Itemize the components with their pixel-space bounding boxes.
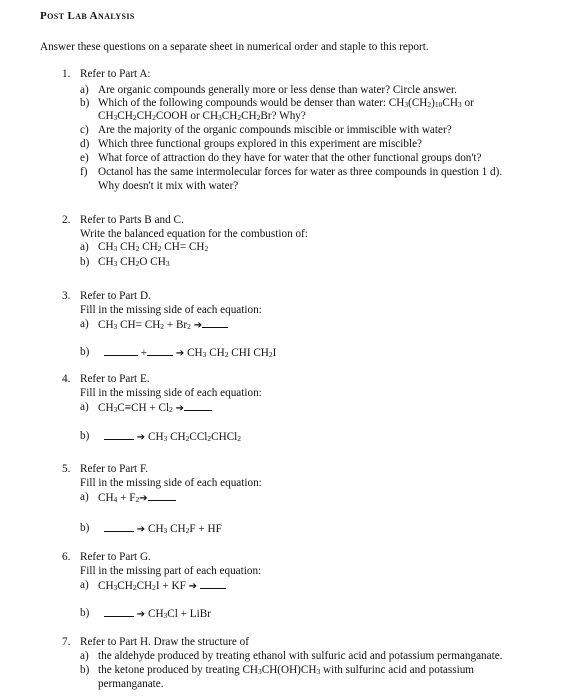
item-label: b): [80, 346, 90, 358]
item-label: e): [80, 152, 89, 164]
answer-blank: [147, 346, 173, 356]
item-label: b): [80, 522, 90, 534]
question-heading: Refer to Part E.: [80, 373, 150, 385]
question-number: 3.: [62, 290, 71, 302]
item-label: a): [80, 84, 89, 96]
equation: $CH_3C\equiv CH + Cl_2$ ➔: [98, 401, 212, 414]
item-text: Octanol has the same intermolecular forces for water as three compounds in question 1 d).: [98, 166, 503, 178]
question-heading: Refer to Part D.: [80, 290, 151, 302]
item-text-continued: Why doesn't it mix with water?: [98, 180, 239, 192]
question-instruction: Fill in the missing side of each equation:: [80, 304, 262, 316]
item-label: b): [80, 607, 90, 619]
answer-blank: [184, 401, 212, 411]
instructions: Answer these questions on a separate sheet in numerical order and staple to this report.: [40, 41, 429, 53]
answer-blank: [200, 579, 226, 589]
question-number: 4.: [62, 373, 71, 385]
page-title: Post Lab Analysis: [40, 10, 135, 22]
equation: $CH_3$ $CH= CH_2 + Br_2$ ➔: [98, 318, 228, 331]
answer-blank: [104, 607, 134, 617]
question-number: 5.: [62, 463, 71, 475]
arrow-icon: ➔: [175, 403, 185, 414]
equation: $CH_4$ + $F_2➔$: [98, 491, 176, 504]
arrow-icon: ➔: [139, 493, 148, 504]
item-text: Which of the following compounds would be denser than water: $CH_3(CH_2)_{10}CH_3$ or: [98, 97, 474, 109]
question-number: 1.: [62, 68, 71, 80]
item-label: b): [80, 256, 90, 268]
question-heading: Refer to Part F.: [80, 463, 149, 475]
question-instruction: Write the balanced equation for the combustion of:: [80, 228, 308, 240]
question-heading: Refer to Parts B and C.: [80, 214, 184, 226]
item-text: the ketone produced by treating $CH_3CH(OH)CH_3$ with sulfurinc acid and potassium: [98, 664, 475, 676]
item-label: f): [80, 166, 88, 178]
arrow-icon: ➔: [175, 348, 185, 359]
item-text: the aldehyde produced by treating ethanol with sulfuric acid and potassium permanganate.: [98, 650, 503, 662]
item-label: b): [80, 664, 90, 676]
arrow-icon: ➔: [188, 581, 198, 592]
equation: ➔ $CH_3$ $CH_2F$ + HF: [104, 522, 222, 535]
item-label: a): [80, 241, 89, 253]
item-label: c): [80, 124, 89, 136]
answer-blank: [104, 430, 134, 440]
arrow-icon: ➔: [136, 432, 146, 443]
answer-blank: [202, 318, 228, 328]
item-text-continued: $CH_3CH_2CH_2COOH$ or $CH_3CH_2CH_2Br$? Why?: [98, 110, 306, 122]
formula: $CH_3$ $CH_2$ $CH_2$ $CH= CH_2$: [98, 241, 209, 253]
question-heading: Refer to Part H. Draw the structure of: [80, 636, 249, 648]
item-label: b): [80, 430, 90, 442]
formula: $CH_3$ $CH_2O$ $CH_3$: [98, 256, 170, 268]
item-label: a): [80, 650, 89, 662]
item-text: Which three functional groups explored in this experiment are miscible?: [98, 138, 423, 150]
answer-blank: [104, 346, 138, 356]
equation: ➔ $CH_3$ $CH_2CCl_2CHCl_2$: [104, 430, 241, 443]
item-text-continued: permanganate.: [98, 678, 164, 690]
question-number: 6.: [62, 551, 71, 563]
equation: $CH_3CH_2CH_2I$ + KF ➔: [98, 579, 226, 592]
equation: ➔ $CH_3Cl$ + LiBr: [104, 607, 211, 620]
item-label: a): [80, 579, 89, 591]
question-number: 2.: [62, 214, 71, 226]
question-heading: Refer to Part G.: [80, 551, 151, 563]
item-text: Are the majority of the organic compounds miscible or immiscible with water?: [98, 124, 452, 136]
question-heading: Refer to Part A:: [80, 68, 151, 80]
item-label: a): [80, 491, 89, 503]
answer-blank: [104, 522, 134, 532]
answer-blank: [148, 491, 176, 501]
item-label: a): [80, 318, 89, 330]
arrow-icon: ➔: [136, 524, 146, 535]
question-instruction: Fill in the missing part of each equation:: [80, 565, 262, 577]
question-number: 7.: [62, 636, 71, 648]
question-instruction: Fill in the missing side of each equation:: [80, 477, 262, 489]
item-text: What force of attraction do they have for water that the other functional groups don't?: [98, 152, 482, 164]
item-label: a): [80, 401, 89, 413]
item-label: b): [80, 97, 90, 109]
question-instruction: Fill in the missing side of each equation:: [80, 387, 262, 399]
item-label: d): [80, 138, 90, 150]
arrow-icon: ➔: [193, 320, 203, 331]
arrow-icon: ➔: [136, 609, 146, 620]
item-text: Are organic compounds generally more or less dense than water? Circle answer.: [98, 84, 457, 96]
equation: + ➔ $CH_3$ $CH_2$ CHI $CH_2I$: [104, 346, 276, 359]
